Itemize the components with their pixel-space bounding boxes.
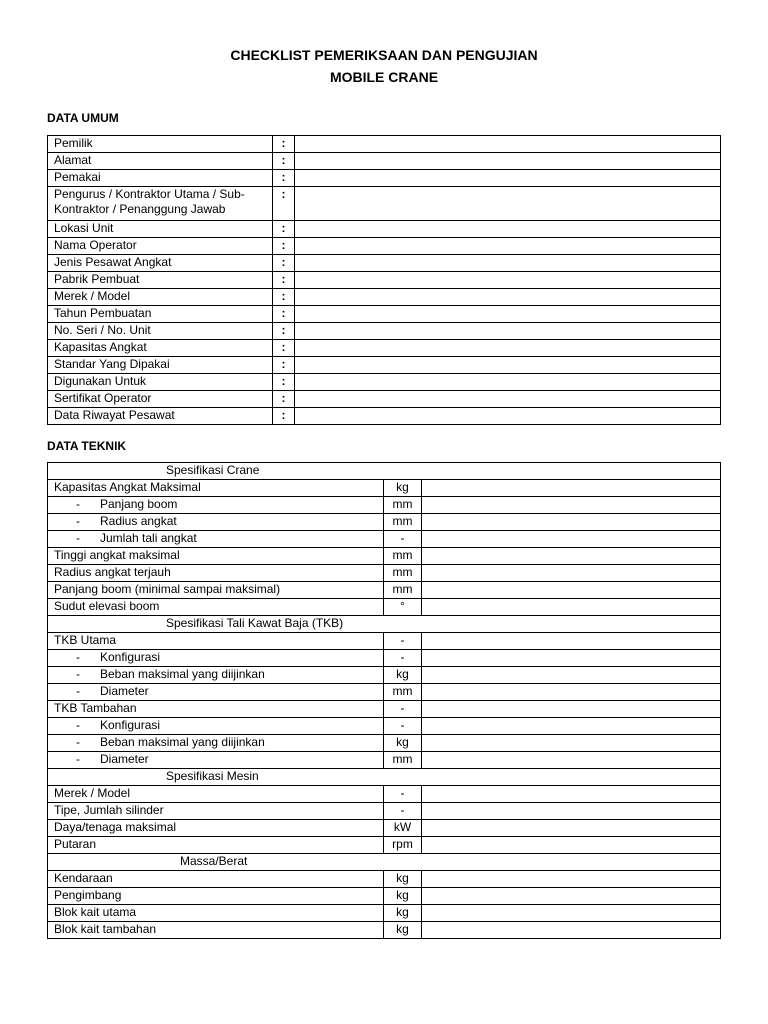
table-row bbox=[48, 238, 721, 255]
bullet-dash: - bbox=[76, 684, 80, 698]
row-unit: mm bbox=[384, 684, 422, 701]
table-row bbox=[48, 374, 721, 391]
value-cell[interactable] bbox=[422, 837, 721, 854]
section-row bbox=[48, 463, 721, 480]
bullet-dash: - bbox=[76, 735, 80, 749]
value-cell[interactable] bbox=[422, 803, 721, 820]
value-cell[interactable] bbox=[295, 306, 721, 323]
value-cell[interactable] bbox=[295, 255, 721, 272]
table-row bbox=[48, 803, 721, 820]
row-unit: mm bbox=[384, 548, 422, 565]
row-label: Jumlah tali angkat bbox=[100, 531, 197, 545]
row-unit: kg bbox=[384, 905, 422, 922]
value-cell[interactable] bbox=[422, 650, 721, 667]
value-cell[interactable] bbox=[295, 221, 721, 238]
row-label: Data Riwayat Pesawat bbox=[48, 408, 273, 425]
row-unit: - bbox=[384, 633, 422, 650]
row-label: Konfigurasi bbox=[100, 718, 161, 732]
table-row bbox=[48, 718, 721, 735]
value-cell[interactable] bbox=[295, 374, 721, 391]
value-cell[interactable] bbox=[295, 391, 721, 408]
bullet-dash: - bbox=[76, 667, 80, 681]
row-label: Beban maksimal yang diijinkan bbox=[100, 667, 265, 681]
value-cell[interactable] bbox=[295, 323, 721, 340]
row-unit: kg bbox=[384, 480, 422, 497]
table-row bbox=[48, 667, 721, 684]
row-label: Sudut elevasi boom bbox=[48, 599, 384, 616]
value-cell[interactable] bbox=[422, 871, 721, 888]
value-cell[interactable] bbox=[422, 820, 721, 837]
colon-separator: : bbox=[273, 238, 295, 255]
table-row bbox=[48, 905, 721, 922]
colon-separator: : bbox=[273, 170, 295, 187]
table-row bbox=[48, 548, 721, 565]
row-unit: kg bbox=[384, 871, 422, 888]
table-row bbox=[48, 837, 721, 854]
value-cell[interactable] bbox=[422, 718, 721, 735]
document-title-line2: MOBILE CRANE bbox=[329, 69, 439, 85]
table-row bbox=[48, 306, 721, 323]
row-label: No. Seri / No. Unit bbox=[48, 323, 273, 340]
row-label: Lokasi Unit bbox=[48, 221, 273, 238]
row-unit: mm bbox=[384, 497, 422, 514]
row-unit: - bbox=[384, 701, 422, 718]
table-row bbox=[48, 408, 721, 425]
colon-separator: : bbox=[273, 391, 295, 408]
row-label: Panjang boom (minimal sampai maksimal) bbox=[48, 582, 384, 599]
row-label: Blok kait utama bbox=[48, 905, 384, 922]
table-row bbox=[48, 922, 721, 939]
bullet-dash: - bbox=[76, 752, 80, 766]
data-umum-table bbox=[47, 135, 721, 425]
value-cell[interactable] bbox=[295, 289, 721, 306]
table-row bbox=[48, 323, 721, 340]
data-umum-heading: DATA UMUM bbox=[47, 111, 119, 125]
row-unit: kg bbox=[384, 922, 422, 939]
colon-separator: : bbox=[273, 357, 295, 374]
colon-separator: : bbox=[273, 289, 295, 306]
bullet-dash: - bbox=[76, 650, 80, 664]
table-row bbox=[48, 599, 721, 616]
row-label: Jenis Pesawat Angkat bbox=[48, 255, 273, 272]
row-unit: - bbox=[384, 531, 422, 548]
table-row bbox=[48, 888, 721, 905]
row-label: Blok kait tambahan bbox=[48, 922, 384, 939]
colon-separator: : bbox=[273, 408, 295, 425]
table-row bbox=[48, 357, 721, 374]
value-cell[interactable] bbox=[422, 497, 721, 514]
table-row bbox=[48, 735, 721, 752]
colon-separator: : bbox=[273, 306, 295, 323]
value-cell[interactable] bbox=[422, 480, 721, 497]
data-teknik-heading: DATA TEKNIK bbox=[47, 439, 127, 453]
row-unit: mm bbox=[384, 582, 422, 599]
table-row bbox=[48, 255, 721, 272]
value-cell[interactable] bbox=[295, 187, 721, 221]
colon-separator: : bbox=[273, 153, 295, 170]
table-row bbox=[48, 786, 721, 803]
bullet-dash: - bbox=[76, 514, 80, 528]
table-row bbox=[48, 531, 721, 548]
row-label: TKB Utama bbox=[48, 633, 384, 650]
row-label: Digunakan Untuk bbox=[48, 374, 273, 391]
value-cell[interactable] bbox=[295, 153, 721, 170]
row-unit: kg bbox=[384, 667, 422, 684]
value-cell[interactable] bbox=[295, 238, 721, 255]
row-unit: ° bbox=[384, 599, 422, 616]
row-label: Radius angkat terjauh bbox=[48, 565, 384, 582]
row-label: Putaran bbox=[48, 837, 384, 854]
row-unit: - bbox=[384, 650, 422, 667]
value-cell[interactable] bbox=[422, 786, 721, 803]
row-label: Tahun Pembuatan bbox=[48, 306, 273, 323]
bullet-dash: - bbox=[76, 531, 80, 545]
table-row bbox=[48, 272, 721, 289]
row-label: Konfigurasi bbox=[100, 650, 161, 664]
section-title: Massa/Berat bbox=[180, 854, 248, 868]
value-cell[interactable] bbox=[295, 272, 721, 289]
section-title: Spesifikasi Mesin bbox=[166, 769, 259, 783]
table-row bbox=[48, 820, 721, 837]
row-label: Radius angkat bbox=[100, 514, 177, 528]
table-row bbox=[48, 289, 721, 306]
value-cell[interactable] bbox=[295, 408, 721, 425]
value-cell[interactable] bbox=[422, 599, 721, 616]
row-label: Standar Yang Dipakai bbox=[48, 357, 273, 374]
table-row bbox=[48, 752, 721, 769]
value-cell[interactable] bbox=[422, 548, 721, 565]
row-unit: kW bbox=[384, 820, 422, 837]
colon-separator: : bbox=[273, 136, 295, 153]
table-row bbox=[48, 221, 721, 238]
row-label: Pabrik Pembuat bbox=[48, 272, 273, 289]
table-row bbox=[48, 684, 721, 701]
section-title: Spesifikasi Crane bbox=[166, 463, 260, 477]
row-label: Diameter bbox=[100, 684, 149, 698]
section-row bbox=[48, 854, 721, 871]
row-unit: - bbox=[384, 718, 422, 735]
row-unit: kg bbox=[384, 888, 422, 905]
document-title-line1: CHECKLIST PEMERIKSAAN DAN PENGUJIAN bbox=[230, 47, 538, 63]
row-unit: mm bbox=[384, 565, 422, 582]
row-label: Alamat bbox=[48, 153, 273, 170]
row-unit: mm bbox=[384, 752, 422, 769]
value-cell[interactable] bbox=[422, 667, 721, 684]
value-cell[interactable] bbox=[422, 684, 721, 701]
table-row bbox=[48, 187, 721, 221]
row-label: Nama Operator bbox=[48, 238, 273, 255]
row-label: Kapasitas Angkat bbox=[48, 340, 273, 357]
table-row bbox=[48, 153, 721, 170]
table-row bbox=[48, 701, 721, 718]
table-row bbox=[48, 170, 721, 187]
value-cell[interactable] bbox=[422, 888, 721, 905]
table-row bbox=[48, 871, 721, 888]
row-label: Kendaraan bbox=[48, 871, 384, 888]
row-unit: kg bbox=[384, 735, 422, 752]
row-label: Panjang boom bbox=[100, 497, 178, 511]
row-label: Pengimbang bbox=[48, 888, 384, 905]
colon-separator: : bbox=[273, 255, 295, 272]
table-row bbox=[48, 480, 721, 497]
data-teknik-table bbox=[47, 462, 721, 939]
row-label: TKB Tambahan bbox=[48, 701, 384, 718]
table-row bbox=[48, 633, 721, 650]
section-title: Spesifikasi Tali Kawat Baja (TKB) bbox=[166, 616, 344, 630]
row-label: Tinggi angkat maksimal bbox=[48, 548, 384, 565]
value-cell[interactable] bbox=[422, 514, 721, 531]
value-cell[interactable] bbox=[422, 735, 721, 752]
value-cell[interactable] bbox=[422, 905, 721, 922]
value-cell[interactable] bbox=[295, 170, 721, 187]
table-row bbox=[48, 582, 721, 599]
table-row bbox=[48, 514, 721, 531]
colon-separator: : bbox=[273, 221, 295, 238]
value-cell[interactable] bbox=[422, 922, 721, 939]
row-label: Pemilik bbox=[48, 136, 273, 153]
value-cell[interactable] bbox=[295, 357, 721, 374]
colon-separator: : bbox=[273, 187, 295, 221]
row-label: Pemakai bbox=[48, 170, 273, 187]
row-unit: mm bbox=[384, 514, 422, 531]
row-label: Merek / Model bbox=[48, 786, 384, 803]
row-label: Diameter bbox=[100, 752, 149, 766]
colon-separator: : bbox=[273, 340, 295, 357]
row-label: Merek / Model bbox=[48, 289, 273, 306]
table-row bbox=[48, 565, 721, 582]
row-label: Pengurus / Kontraktor Utama / Sub-Kontraktor / Penanggung Jawab bbox=[48, 187, 273, 221]
bullet-dash: - bbox=[76, 497, 80, 511]
value-cell[interactable] bbox=[422, 752, 721, 769]
table-row bbox=[48, 497, 721, 514]
value-cell[interactable] bbox=[295, 340, 721, 357]
row-label: Tipe, Jumlah silinder bbox=[48, 803, 384, 820]
value-cell[interactable] bbox=[422, 565, 721, 582]
value-cell[interactable] bbox=[295, 136, 721, 153]
table-row bbox=[48, 650, 721, 667]
colon-separator: : bbox=[273, 374, 295, 391]
value-cell[interactable] bbox=[422, 701, 721, 718]
value-cell[interactable] bbox=[422, 531, 721, 548]
section-row bbox=[48, 769, 721, 786]
row-label: Sertifikat Operator bbox=[48, 391, 273, 408]
row-label: Beban maksimal yang diijinkan bbox=[100, 735, 265, 749]
bullet-dash: - bbox=[76, 718, 80, 732]
value-cell[interactable] bbox=[422, 582, 721, 599]
table-row bbox=[48, 340, 721, 357]
row-unit: rpm bbox=[384, 837, 422, 854]
row-label: Daya/tenaga maksimal bbox=[48, 820, 384, 837]
value-cell[interactable] bbox=[422, 633, 721, 650]
section-row bbox=[48, 616, 721, 633]
table-row bbox=[48, 391, 721, 408]
row-unit: - bbox=[384, 803, 422, 820]
row-unit: - bbox=[384, 786, 422, 803]
row-label: Kapasitas Angkat Maksimal bbox=[48, 480, 384, 497]
table-row bbox=[48, 136, 721, 153]
colon-separator: : bbox=[273, 272, 295, 289]
colon-separator: : bbox=[273, 323, 295, 340]
